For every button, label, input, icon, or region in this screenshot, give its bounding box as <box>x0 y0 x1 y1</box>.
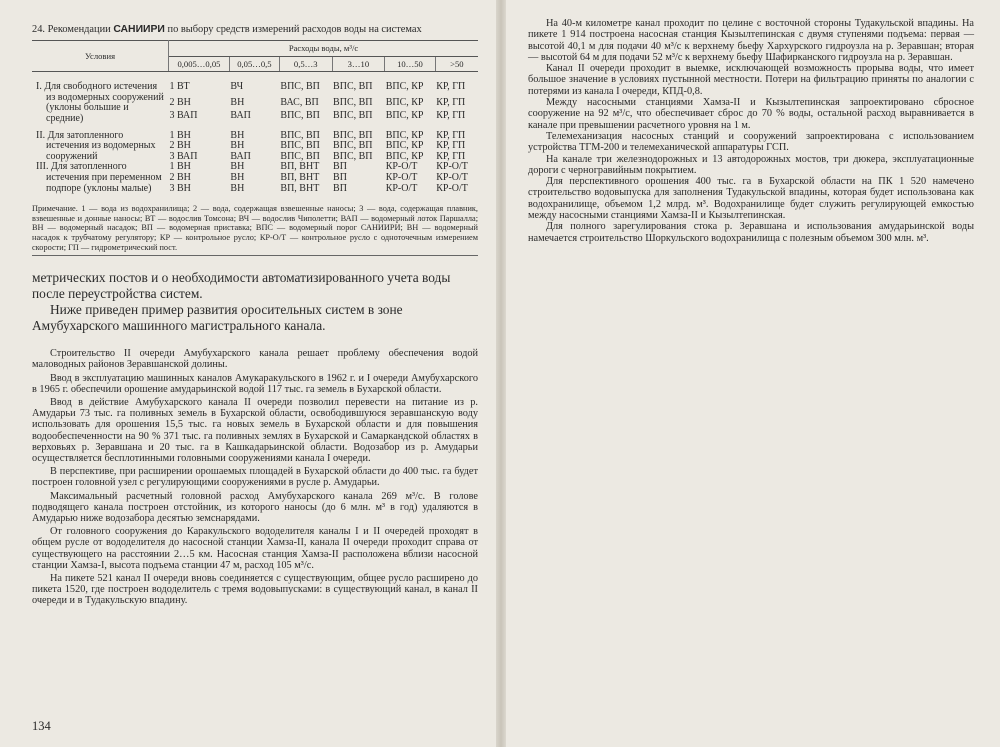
table-cell: ВАП <box>230 150 251 162</box>
table-cell: ВН <box>230 182 245 194</box>
table-row <box>32 125 478 142</box>
table-cell: 2 ВН <box>169 140 191 152</box>
table-cell: ВП <box>333 161 347 173</box>
table-cell: КР, ГП <box>436 140 466 152</box>
table-cell: 2 ВН <box>169 171 191 183</box>
page-number: 134 <box>32 719 51 733</box>
condition-label: I. Для свободного истечения из водомерных сооружений (уклоны большие и средние) <box>36 81 164 124</box>
table-cell: ВПС, ВП <box>333 140 373 152</box>
table-number: 24. <box>32 24 45 35</box>
table-cell: 3 ВАП <box>169 110 198 122</box>
paragraph: Канал II очереди проходит в выемке, исключающей возможность прорыва воды, что имеет большое значение в условиях пустынной местности. Потери на фильтрацию приняты по аналогии с потерями из канала I очереди, КПД-0,8. <box>528 63 974 97</box>
table-title-bold: САНИИРИ <box>113 24 165 35</box>
paragraph: Строительство II очереди Амубухарского канала решает проблему обеспечения водой маловодных районов Зеравшанской долины. <box>32 348 478 371</box>
table-cell: КР, ГП <box>436 110 466 122</box>
table-cell: ВПС, КР <box>385 129 424 141</box>
table-cell: ВН <box>230 171 245 183</box>
table-cell: ВПС, КР <box>385 140 424 152</box>
table-cell: ВПС, ВП <box>280 110 320 122</box>
table-cell: ВПС, КР <box>385 97 424 109</box>
table-title-post: по выбору средств измерений расходов воды на системах <box>164 24 422 35</box>
table-body <box>32 72 478 194</box>
intro-block <box>32 270 478 334</box>
table-cell: КР, ГП <box>436 150 466 162</box>
condition-label: II. Для затопленного истечения из водомерных сооружений <box>36 129 156 162</box>
table-cell: КР-О/Т <box>385 171 418 183</box>
table-cell: ВПС, ВП <box>333 129 373 141</box>
table-cell: ВПС, КР <box>385 110 424 122</box>
table-cell: 1 ВТ <box>169 81 190 93</box>
table-cell: ВПС, ВП <box>333 81 373 93</box>
table-cell: КР-О/Т <box>385 161 418 173</box>
table-cell: ВП, ВНТ <box>280 171 320 183</box>
paragraph: В перспективе, при расширении орошаемых площадей в Бухарской области до 400 тыс. га будет построен головной узел с регулирующими сооружениями в русле р. Амударьи. <box>32 466 478 489</box>
paragraph: Для полного зарегулирования стока р. Зеравшана и использования амударьинской воды намечается строительство Шоркульского водохранилища с полезным объемом 300 млн. м³. <box>528 221 974 244</box>
table-cell: КР-О/Т <box>436 182 468 194</box>
right-page <box>506 0 1000 747</box>
table-cell: 2 ВН <box>169 97 191 109</box>
table-cell: КР, ГП <box>436 97 466 109</box>
table-cell: ВПС, ВП <box>333 150 373 162</box>
recommendation-table <box>32 40 478 194</box>
table-cell: ВПС, ВП <box>280 140 320 152</box>
paragraph: Для перспективного орошения 400 тыс. га в Бухарской области на ПК 1 520 намечено строительство водовыпуска для заполнения Тудакульской впадины, которая будет использована как водохранилище, объемом 1,2 млрд. м³. Водохранилище будет служить регулирующей емкостью между насосными станциями Хамза-II и Кызылтепинская. <box>528 176 974 222</box>
table-cell: ВПС, КР <box>385 81 424 93</box>
table-cell: КР, ГП <box>436 129 466 141</box>
header-range: >50 <box>435 56 478 72</box>
table-cell: 3 ВН <box>169 182 191 194</box>
table-cell: 1 ВН <box>169 129 191 141</box>
table-cell: КР, ГП <box>436 81 466 93</box>
table-cell: ВН <box>230 140 245 152</box>
table-cell: ВАП <box>230 110 251 122</box>
header-range: 0,5…3 <box>279 56 332 72</box>
table-cell: ВП, ВНТ <box>280 161 320 173</box>
table-cell: 3 ВАП <box>169 150 198 162</box>
header-range: 10…50 <box>385 56 436 72</box>
table-row <box>32 72 478 98</box>
table-cell: ВП <box>333 171 347 183</box>
condition-label: III. Для затопленного истечения при переменном подпоре (уклоны малые) <box>36 161 162 194</box>
paragraph: На пикете 521 канал II очереди вновь соединяется с существующим, общее русло расширено до пикета 1520, где построен вододелитель с тремя водовыпусками: в существующий канал, в канал II очереди и в Тудакульскую впадину. <box>32 572 478 607</box>
header-range: 0,005…0,05 <box>169 56 230 72</box>
table-cell: ВАС, ВП <box>280 97 319 109</box>
paragraph: На 40-м километре канал проходит по целине с восточной стороны Тудакульской впадины. На пикете 1 914 построена насосная станция Кызылтепинская с двумя ступенями подъема: первая — высотой 40,1 м для подачи 40 м³/с к верхнему бьефу Хархурского гидроузла на р. Зеравшан; вторая — высотой 64 м для подачи 52 м³/с к верхнему бьефу Шафирканского гидроузла на р. Зеравшан. <box>528 18 974 63</box>
paragraph: Ввод в эксплуатацию машинных каналов Амукаракульского в 1962 г. и I очереди Амубухарского в 1965 г. обеспечили орошение амударьинской водой 117 тыс. га земель в Бухарской области. <box>32 372 478 395</box>
table-title <box>32 24 478 36</box>
table-cell: ВН <box>230 97 245 109</box>
table-cell: ВН <box>230 161 245 173</box>
table-cell: ВП, ВНТ <box>280 182 320 194</box>
big-paragraph: Ниже приведен пример развития оросительных систем в зоне Амубухарского машинного магистрального канала. <box>32 302 403 334</box>
header-flows: Расходы воды, м³/с <box>169 41 479 57</box>
table-cell: КР-О/Т <box>436 171 468 183</box>
big-paragraph: метрических постов и о необходимости автоматизированного учета воды после переустройства систем. <box>32 270 451 302</box>
header-conditions: Условия <box>32 41 169 72</box>
table-cell: КР-О/Т <box>436 161 468 173</box>
paragraph: Телемеханизация насосных станций и сооружений запроектирована с использованием устройства ТГМ-200 и телемеханической аппаратуры ГСП. <box>528 130 974 154</box>
page-fold <box>496 0 506 747</box>
table-cell: ВПС, ВП <box>280 150 320 162</box>
header-range: 3…10 <box>332 56 385 72</box>
left-page <box>0 0 496 747</box>
table-cell: ВПС, ВП <box>333 110 373 122</box>
paragraph: Между насосными станциями Хамза-II и Кызылтепинская запроектировано сбросное сооружение на 92 м³/с, что обеспечивает сброс до 70 % воды, остальной расход выравнивается в канале при превышении расчетного уровня на 1 м. <box>528 97 974 131</box>
paragraph: От головного сооружения до Каракульского вододелителя каналы I и II очередей проходят в общем русле от вододелителя до насосной станции Хамза-II, канала II очереди проходит справа от существующего на расстоянии 2…5 км. Насосная станция Хамза-II расположена вблизи насосной станции Хамза-I, высота подъема станции 47 м, расход 105 м³/с. <box>32 526 478 571</box>
table-title-pre: Рекомендации <box>47 24 114 35</box>
paragraph: Ввод в действие Амубухарского канала II очереди позволил перевести на питание из р. Амударьи 73 тыс. га поливных земель в Бухарской области, освободившуюся зеравшанскую воду использовать для орошения 15,5 тыс. га новых земель в Бухарской области и для повышения водообеспеченности на 90 % 371 тыс. га поливных землях в Бухарской и Самаркандской областях в верховьях р. Зеравшана и 20 тыс. га в Кашкадарьинской области. Водозабор из р. Амударьи осуществляется бесплотинными головными сооружениями канала I очереди. <box>32 396 478 464</box>
table-cell: ВПС, ВП <box>333 97 373 109</box>
table-cell: 1 ВН <box>169 161 191 173</box>
table-cell: ВП <box>333 182 347 194</box>
body-text <box>32 348 478 606</box>
table-cell: ВПС, ВП <box>280 129 320 141</box>
table-cell: КР-О/Т <box>385 182 418 194</box>
table-cell: ВН <box>230 129 245 141</box>
paragraph: На канале три железнодорожных и 13 автодорожных мостов, три дюкера, эксплуатационные дороги с черногравийным покрытием. <box>528 153 974 176</box>
table-note: Примечание. 1 — вода из водохранилища; 2 — вода, содержащая взвешенные наносы; 3 — вода, содержащая плавник, взвешенные и донные наносы; ВТ — водослив Томсона; ВЧ — водослив Чиполетти; ВАП — водомерный лоток Паршалла; ВН — водомерный насадок; ВП — водомерная приставка; ВПС — водомерный порог САНИИРИ; ВН — водомерный насадок к трубчатому регулятору; КР — контрольное русло; КР-О/Т — контрольное русло с одноточечным измерением скорости; ГП — гидрометрический пост. <box>32 204 478 256</box>
table-cell: ВПС, КР <box>385 150 424 162</box>
header-range: 0,05…0,5 <box>229 56 279 72</box>
table-cell: ВПС, ВП <box>280 81 320 93</box>
table-cell: ВЧ <box>230 81 244 93</box>
paragraph: Максимальный расчетный головной расход Амубухарского канала 269 м³/с. В голове подводящего канала построен отстойник, из которого наносы (до 6 млн. м³ в год) удаляются в Амударью ниже водозабора десятью земснарядами. <box>32 490 478 524</box>
